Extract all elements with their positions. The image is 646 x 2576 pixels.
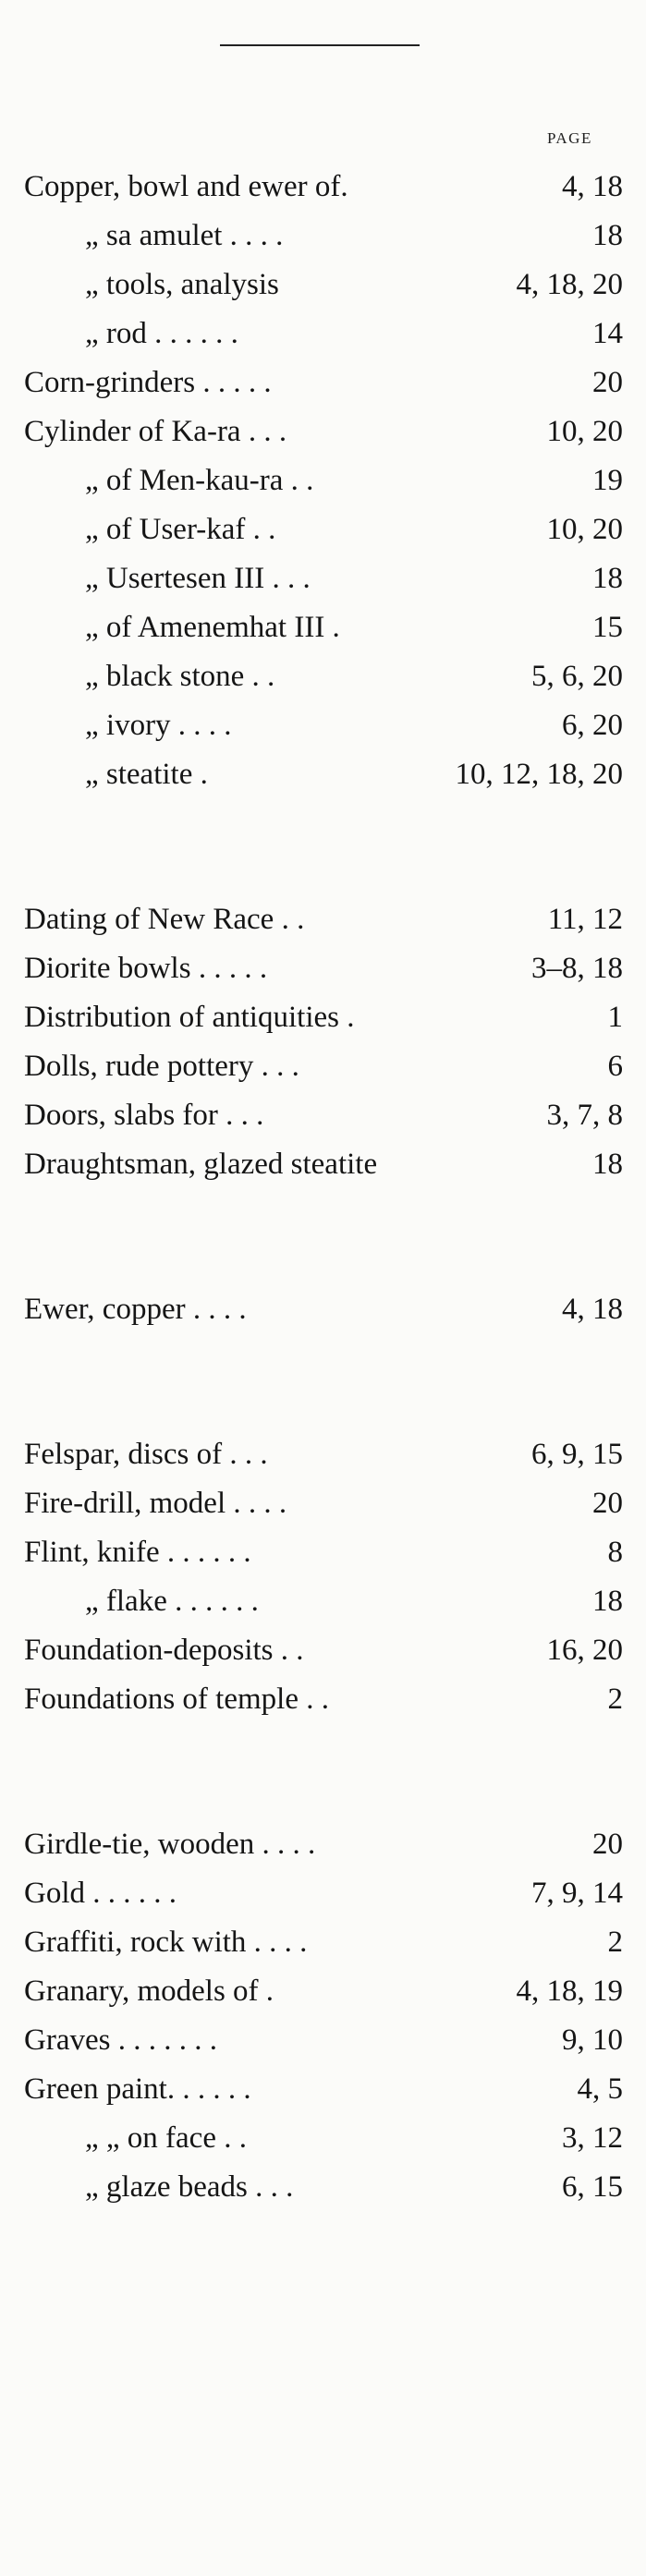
page-column-header: PAGE [547, 129, 592, 147]
entry-pages: 4, 18, 19 [516, 1975, 623, 2008]
entry-pages: 10, 20 [546, 513, 623, 546]
index-entry [24, 1675, 623, 1724]
entry-term: Corn-grinders . . . . . [24, 366, 272, 399]
index-entry [24, 2163, 623, 2212]
entry-term: Copper, bowl and ewer of. [24, 170, 348, 203]
entry-pages: 20 [592, 366, 623, 399]
entry-term: „ tools, analysis [85, 268, 279, 301]
entry-term: „ glaze beads . . . [85, 2170, 294, 2204]
entry-pages: 7, 9, 14 [531, 1877, 623, 1910]
index-entry [24, 1626, 623, 1675]
index-entry [24, 456, 623, 505]
index-entry [24, 505, 623, 554]
group-spacer [24, 1724, 623, 1820]
index-list [24, 163, 623, 2212]
index-entry [24, 2114, 623, 2163]
entry-pages: 14 [592, 317, 623, 350]
index-entry [24, 701, 623, 750]
entry-pages: 18 [592, 219, 623, 252]
index-group-e [24, 1285, 623, 1334]
entry-term: „ of User-kaf . . [85, 513, 276, 546]
entry-pages: 6, 9, 15 [531, 1438, 623, 1471]
entry-term: Green paint. . . . . . [24, 2072, 251, 2106]
entry-pages: 4, 18 [562, 1293, 623, 1326]
entry-pages: 18 [592, 562, 623, 595]
entry-pages: 4, 5 [577, 2072, 623, 2106]
index-entry [24, 554, 623, 603]
index-entry [24, 1042, 623, 1091]
index-entry [24, 993, 623, 1042]
entry-pages: 10, 20 [546, 415, 623, 448]
entry-term: „ rod . . . . . . [85, 317, 238, 350]
entry-pages: 3, 7, 8 [546, 1099, 623, 1132]
index-entry [24, 310, 623, 358]
entry-term: Girdle-tie, wooden . . . . [24, 1828, 316, 1861]
entry-pages: 1 [607, 1001, 623, 1034]
entry-pages: 20 [592, 1828, 623, 1861]
index-entry [24, 1479, 623, 1528]
index-entry [24, 750, 623, 799]
entry-term: „ of Men-kau-ra . . [85, 464, 314, 497]
index-entry [24, 1577, 623, 1626]
index-entry [24, 1918, 623, 1967]
entry-term: Doors, slabs for . . . [24, 1099, 264, 1132]
index-entry [24, 1140, 623, 1189]
entry-pages: 3, 12 [562, 2121, 623, 2155]
index-entry [24, 2016, 623, 2065]
entry-term: „ sa amulet . . . . [85, 219, 284, 252]
index-group-g [24, 1820, 623, 2212]
entry-term: Ewer, copper . . . . [24, 1293, 247, 1326]
index-entry [24, 944, 623, 993]
index-group-d [24, 895, 623, 1189]
entry-pages: 4, 18, 20 [516, 268, 623, 301]
index-entry [24, 1967, 623, 2016]
entry-term: „ steatite . [85, 758, 208, 791]
entry-pages: 2 [607, 1926, 623, 1959]
index-entry [24, 652, 623, 701]
entry-pages: 4, 18 [562, 170, 623, 203]
entry-pages: 18 [592, 1148, 623, 1181]
entry-term: Granary, models of . [24, 1975, 274, 2008]
entry-term: Draughtsman, glazed steatite [24, 1148, 378, 1181]
index-entry [24, 1430, 623, 1479]
top-rule [220, 44, 420, 46]
index-entry [24, 1285, 623, 1334]
index-entry [24, 1528, 623, 1577]
entry-term: Graves . . . . . . . [24, 2023, 217, 2057]
entry-pages: 11, 12 [547, 903, 623, 936]
entry-term: „ black stone . . [85, 660, 275, 693]
entry-term: „ flake . . . . . . [85, 1585, 259, 1618]
index-group-f [24, 1430, 623, 1724]
entry-pages: 6, 15 [562, 2170, 623, 2204]
entry-pages: 6 [607, 1050, 623, 1083]
index-entry [24, 2065, 623, 2114]
entry-term: Felspar, discs of . . . [24, 1438, 268, 1471]
entry-pages: 6, 20 [562, 709, 623, 742]
index-entry [24, 1869, 623, 1918]
entry-pages: 19 [592, 464, 623, 497]
index-entry [24, 212, 623, 261]
entry-pages: 18 [592, 1585, 623, 1618]
entry-pages: 3–8, 18 [531, 952, 623, 985]
entry-term: Cylinder of Ka-ra . . . [24, 415, 287, 448]
index-group-c [24, 163, 623, 799]
entry-term: Dolls, rude pottery . . . [24, 1050, 299, 1083]
entry-term: Fire-drill, model . . . . [24, 1487, 287, 1520]
entry-term: Dating of New Race . . [24, 903, 305, 936]
entry-term: „ ivory . . . . [85, 709, 232, 742]
entry-term: „ Usertesen III . . . [85, 562, 311, 595]
index-entry [24, 603, 623, 652]
index-entry [24, 895, 623, 944]
entry-term: Gold . . . . . . [24, 1877, 177, 1910]
entry-pages: 15 [592, 611, 623, 644]
entry-pages: 5, 6, 20 [531, 660, 623, 693]
entry-pages: 16, 20 [546, 1634, 623, 1667]
index-entry [24, 358, 623, 407]
entry-pages: 9, 10 [562, 2023, 623, 2057]
entry-term: „ of Amenemhat III . [85, 611, 340, 644]
group-spacer [24, 1334, 623, 1430]
entry-term: Flint, knife . . . . . . [24, 1536, 251, 1569]
entry-term: Graffiti, rock with . . . . [24, 1926, 308, 1959]
entry-term: Diorite bowls . . . . . [24, 952, 268, 985]
index-entry [24, 1091, 623, 1140]
entry-term: Foundation-deposits . . [24, 1634, 304, 1667]
group-spacer [24, 799, 623, 895]
entry-term: Foundations of temple . . [24, 1683, 329, 1716]
entry-pages: 20 [592, 1487, 623, 1520]
entry-pages: 10, 12, 18, 20 [455, 758, 623, 791]
entry-pages: 2 [607, 1683, 623, 1716]
entry-term: „ „ on face . . [85, 2121, 247, 2155]
index-entry [24, 407, 623, 456]
index-entry [24, 1820, 623, 1869]
entry-pages: 8 [607, 1536, 623, 1569]
group-spacer [24, 1189, 623, 1285]
entry-term: Distribution of antiquities . [24, 1001, 355, 1034]
index-entry [24, 261, 623, 310]
index-entry [24, 163, 623, 212]
